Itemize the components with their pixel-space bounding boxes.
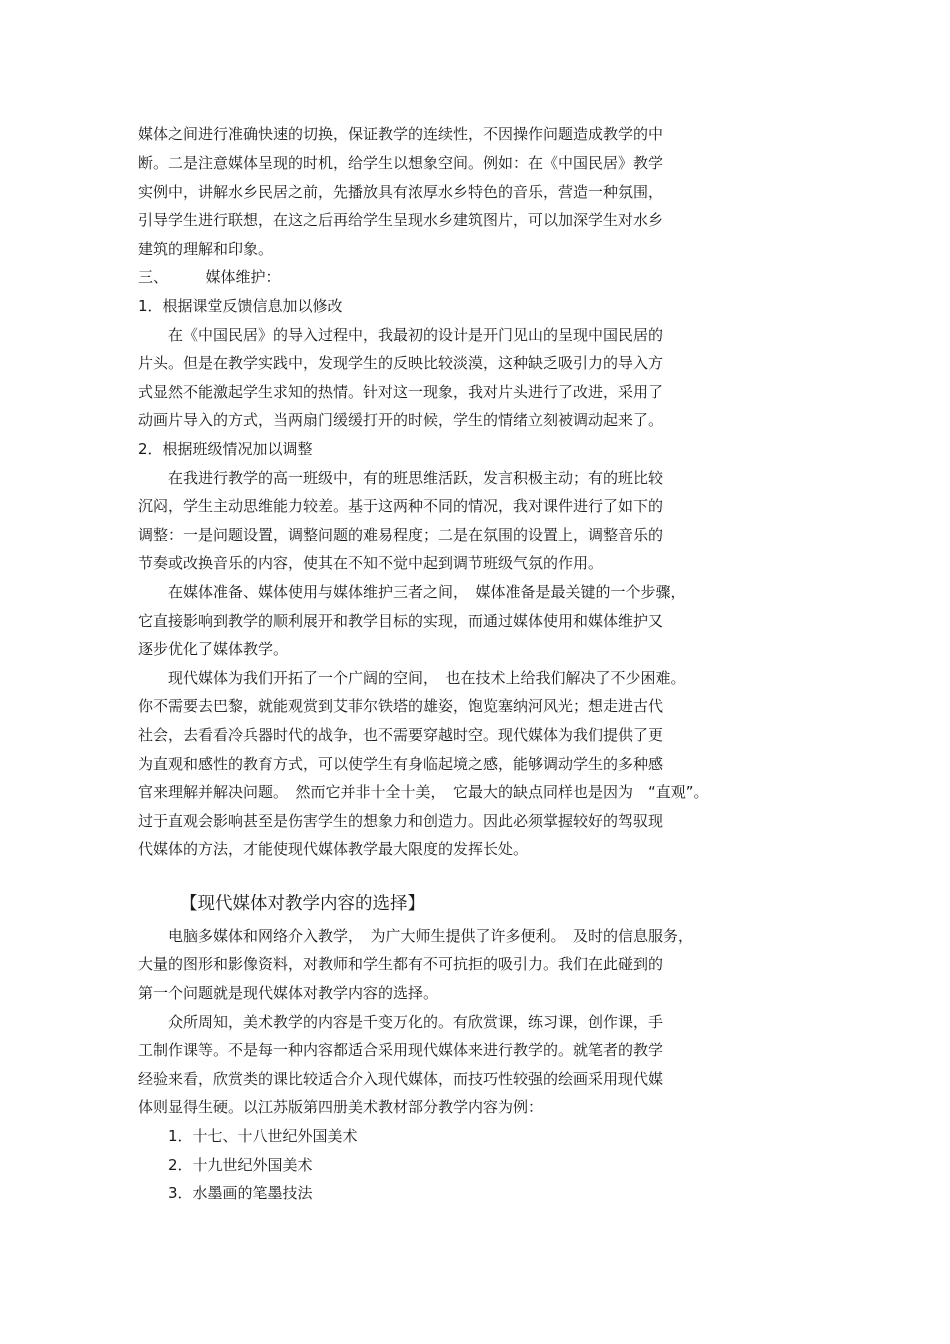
text-line: 逐步优化了媒体教学。 [138,640,289,658]
text-line: 媒体之间进行准确快速的切换，保证教学的连续性，不因操作问题造成教学的中 [138,125,664,143]
text-line: 在媒体准备、媒体使用与媒体维护三者之间， 媒体准备是最关键的一个步骤， [138,583,686,601]
text-line: 现代媒体为我们开拓了一个广阔的空间， 也在技术上给我们解决了不少困难。 [138,669,686,687]
list-item: 2．十九世纪外国美术 [138,1156,313,1174]
text-line: 第一个问题就是现代媒体对教学内容的选择。 [138,984,439,1002]
list-item: 3．水墨画的笔墨技法 [138,1184,313,1202]
text-line: 动画片导入的方式，当两扇门缓缓打开的时候，学生的情绪立刻被调动起来了。 [138,411,664,429]
text-line: 引导学生进行联想，在这之后再给学生呈现水乡建筑图片，可以加深学生对水乡 [138,211,664,229]
text-line: 为直观和感性的教育方式，可以使学生有身临起境之感，能够调动学生的多种感 [138,755,664,773]
text-line: 片头。但是在教学实践中，发现学生的反映比较淡漠，这种缺乏吸引力的导入方 [138,354,664,372]
text-line: 工制作课等。不是每一种内容都适合采用现代媒体来进行教学的。就笔者的教学 [138,1041,664,1059]
text-line: 众所周知，美术教学的内容是千变万化的。有欣赏课，练习课，创作课，手 [138,1013,664,1031]
section-heading: 三、 媒体维护： [138,268,281,286]
text-line: 式显然不能激起学生求知的热情。针对这一现象，我对片头进行了改进，采用了 [138,383,664,401]
text-line: 过于直观会影响甚至是伤害学生的想象力和创造力。因此必须掌握较好的驾驭现 [138,812,664,830]
text-line: 体则显得生硬。以江苏版第四册美术教材部分教学内容为例： [138,1098,544,1116]
text-line: 电脑多媒体和网络介入教学， 为广大师生提供了许多便利。 及时的信息服务， [138,927,694,945]
text-line: 你不需要去巴黎，就能观赏到艾菲尔铁塔的雄姿，饱览塞纳河风光；想走进古代 [138,697,664,715]
text-line: 社会，去看看冷兵器时代的战争，也不需要穿越时空。现代媒体为我们提供了更 [138,726,664,744]
text-line: 经验来看，欣赏类的课比较适合介入现代媒体，而技巧性较强的绘画采用现代媒 [138,1070,664,1088]
text-line: 沉闷，学生主动思维能力较差。基于这两种不同的情况，我对课件进行了如下的 [138,497,664,515]
text-line: 官来理解并解决问题。 然而它并非十全十美， 它最大的缺点同样也是因为 “直观”。 [138,783,709,801]
text-line: 代媒体的方法，才能使现代媒体教学最大限度的发挥长处。 [138,840,529,858]
text-line: 它直接影响到教学的顺利展开和教学目标的实现，而通过媒体使用和媒体维护又 [138,612,664,630]
subsection-heading: 2．根据班级情况加以调整 [138,440,313,458]
text-line: 实例中，讲解水乡民居之前，先播放具有浓厚水乡特色的音乐，营造一种氛围， [138,183,664,201]
text-line: 节奏或改换音乐的内容，使其在不知不觉中起到调节班级气氛的作用。 [138,554,604,572]
text-line: 调整：一是问题设置，调整问题的难易程度；二是在氛围的设置上，调整音乐的 [138,526,664,544]
text-line: 在《中国民居》的导入过程中，我最初的设计是开门见山的呈现中国民居的 [138,326,664,344]
chapter-heading: 【现代媒体对教学内容的选择】 [180,894,425,914]
subsection-heading: 1．根据课堂反馈信息加以修改 [138,297,343,315]
text-line: 在我进行教学的高一班级中，有的班思维活跃，发言积极主动；有的班比较 [138,469,664,487]
text-line: 大量的图形和影像资料，对教师和学生都有不可抗拒的吸引力。我们在此碰到的 [138,955,664,973]
text-line: 断。二是注意媒体呈现的时机，给学生以想象空间。例如：在《中国民居》教学 [138,154,664,172]
text-line: 建筑的理解和印象。 [138,240,274,258]
list-item: 1．十七、十八世纪外国美术 [138,1127,358,1145]
